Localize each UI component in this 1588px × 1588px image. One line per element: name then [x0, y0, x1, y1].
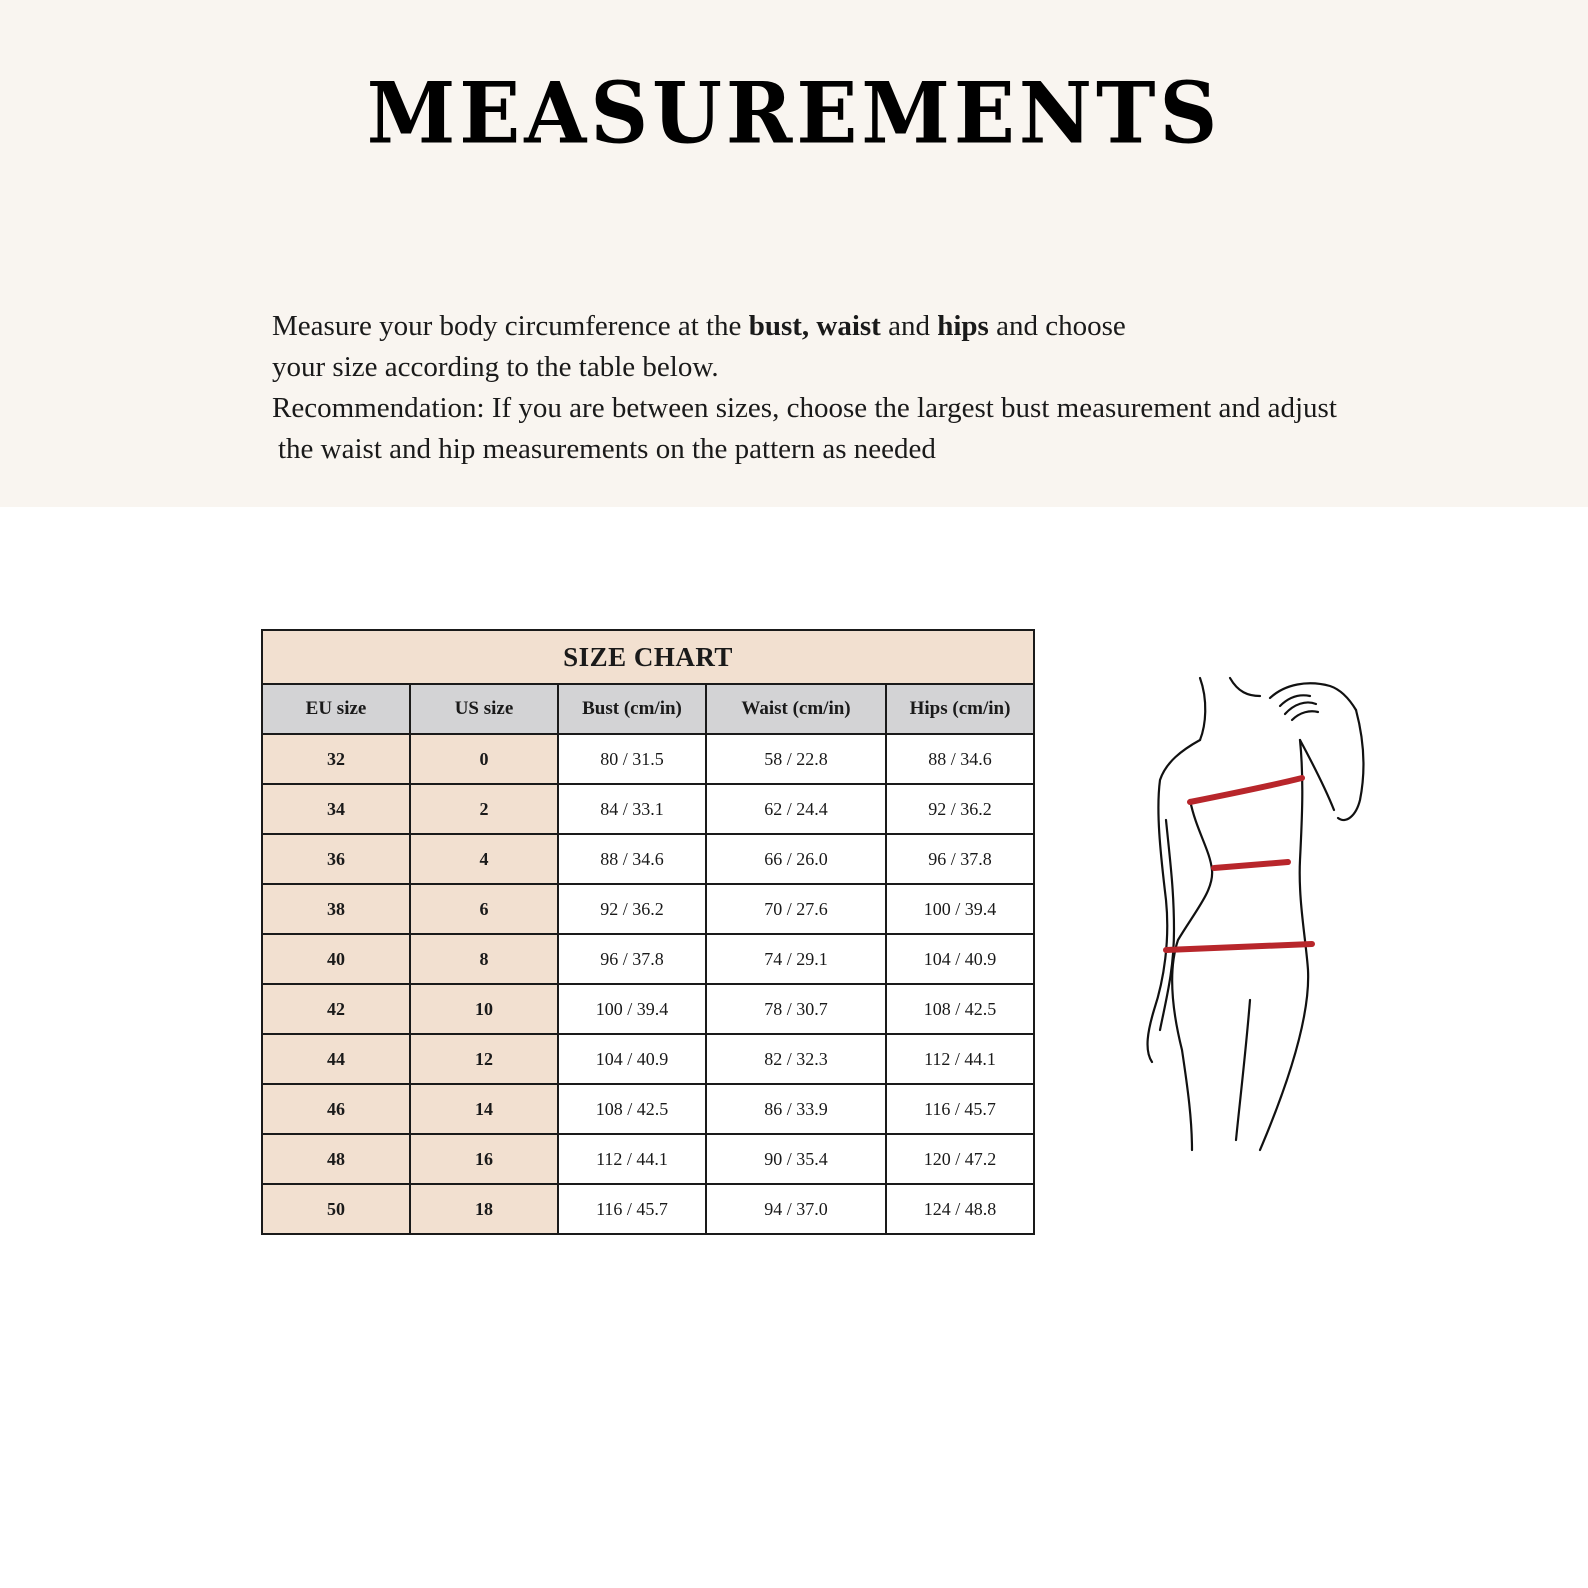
cell-bust: 96 / 37.8 [558, 934, 706, 984]
cell-hips: 104 / 40.9 [886, 934, 1034, 984]
intro-line-2: your size according to the table below. [272, 351, 719, 383]
intro-separator: , [801, 310, 817, 342]
intro-line-3: Recommendation: If you are between sizes, choose the largest bust measurement and adjust [272, 392, 1337, 424]
cell-waist: 58 / 22.8 [706, 734, 886, 784]
cell-us-size: 16 [410, 1134, 558, 1184]
cell-us-size: 8 [410, 934, 558, 984]
waist-emphasis: waist [816, 310, 881, 342]
column-header-eu-size: EU size [262, 684, 410, 734]
table-row [262, 834, 1034, 884]
cell-eu-size: 38 [262, 884, 410, 934]
cell-us-size: 2 [410, 784, 558, 834]
cell-bust: 80 / 31.5 [558, 734, 706, 784]
cell-eu-size: 44 [262, 1034, 410, 1084]
table-row [262, 1034, 1034, 1084]
cell-waist: 90 / 35.4 [706, 1134, 886, 1184]
cell-eu-size: 46 [262, 1084, 410, 1134]
bust-emphasis: bust [748, 310, 802, 342]
column-header-waist: Waist (cm/in) [706, 684, 886, 734]
cell-us-size: 12 [410, 1034, 558, 1084]
intro-separator: and [880, 310, 938, 342]
cell-bust: 104 / 40.9 [558, 1034, 706, 1084]
cell-waist: 62 / 24.4 [706, 784, 886, 834]
cell-hips: 116 / 45.7 [886, 1084, 1034, 1134]
intro-text-part: Measure your body circumference at the [272, 310, 749, 342]
table-row [262, 1184, 1034, 1234]
size-chart-table [261, 629, 1035, 1235]
table-row [262, 1134, 1034, 1184]
cell-eu-size: 34 [262, 784, 410, 834]
cell-us-size: 4 [410, 834, 558, 884]
cell-hips: 92 / 36.2 [886, 784, 1034, 834]
cell-waist: 78 / 30.7 [706, 984, 886, 1034]
body-figure-illustration [1130, 670, 1410, 1180]
body-measurement-figure-icon [1130, 670, 1410, 1180]
cell-bust: 100 / 39.4 [558, 984, 706, 1034]
cell-waist: 86 / 33.9 [706, 1084, 886, 1134]
table-row [262, 784, 1034, 834]
size-chart-caption: SIZE CHART [262, 630, 1034, 684]
intro-line-1 [272, 306, 1472, 347]
column-header-hips: Hips (cm/in) [886, 684, 1034, 734]
cell-hips: 100 / 39.4 [886, 884, 1034, 934]
cell-waist: 66 / 26.0 [706, 834, 886, 884]
cell-eu-size: 32 [262, 734, 410, 784]
cell-waist: 94 / 37.0 [706, 1184, 886, 1234]
cell-hips: 124 / 48.8 [886, 1184, 1034, 1234]
page-title: MEASUREMENTS [366, 63, 1222, 163]
table-row [262, 934, 1034, 984]
cell-bust: 92 / 36.2 [558, 884, 706, 934]
cell-waist: 74 / 29.1 [706, 934, 886, 984]
cell-hips: 112 / 44.1 [886, 1034, 1034, 1084]
cell-hips: 120 / 47.2 [886, 1134, 1034, 1184]
cell-bust: 84 / 33.1 [558, 784, 706, 834]
column-header-row [262, 684, 1034, 734]
table-row [262, 1084, 1034, 1134]
cell-hips: 88 / 34.6 [886, 734, 1034, 784]
hips-emphasis: hips [937, 310, 989, 342]
cell-eu-size: 36 [262, 834, 410, 884]
table-row [262, 884, 1034, 934]
cell-us-size: 18 [410, 1184, 558, 1234]
cell-us-size: 6 [410, 884, 558, 934]
cell-eu-size: 50 [262, 1184, 410, 1234]
cell-bust: 112 / 44.1 [558, 1134, 706, 1184]
intro-line-4: the waist and hip measurements on the pattern as needed [278, 433, 936, 465]
cell-us-size: 14 [410, 1084, 558, 1134]
cell-waist: 82 / 32.3 [706, 1034, 886, 1084]
intro-text [272, 306, 1472, 470]
table-row [262, 734, 1034, 784]
table-row [262, 984, 1034, 1034]
cell-waist: 70 / 27.6 [706, 884, 886, 934]
cell-hips: 96 / 37.8 [886, 834, 1034, 884]
cell-bust: 88 / 34.6 [558, 834, 706, 884]
column-header-us-size: US size [410, 684, 558, 734]
cell-eu-size: 42 [262, 984, 410, 1034]
cell-us-size: 10 [410, 984, 558, 1034]
cell-eu-size: 40 [262, 934, 410, 984]
cell-hips: 108 / 42.5 [886, 984, 1034, 1034]
column-header-bust: Bust (cm/in) [558, 684, 706, 734]
cell-us-size: 0 [410, 734, 558, 784]
cell-bust: 108 / 42.5 [558, 1084, 706, 1134]
cell-bust: 116 / 45.7 [558, 1184, 706, 1234]
size-chart-body [262, 734, 1034, 1234]
cell-eu-size: 48 [262, 1134, 410, 1184]
intro-text-part: and choose [988, 310, 1126, 342]
